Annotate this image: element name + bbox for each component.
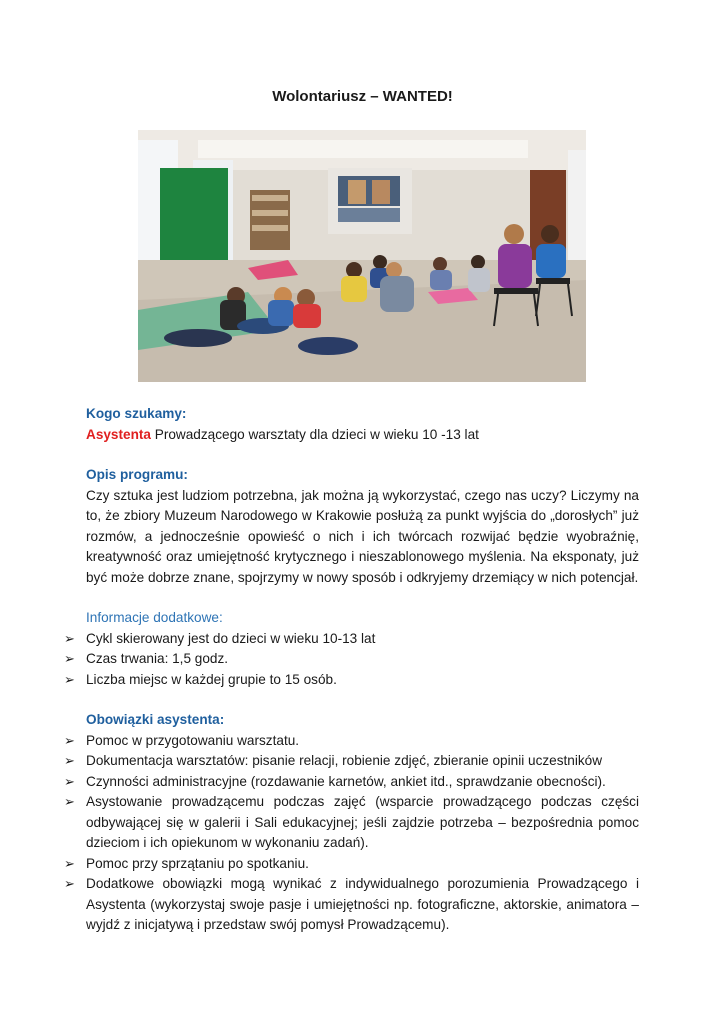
info-heading: Informacje dodatkowe: (86, 610, 223, 625)
info-list (64, 629, 639, 691)
list-item: ➢ Liczba miejsc w każdej grupie to 15 osób. (86, 670, 639, 691)
page-title: Wolontariusz – WANTED! (272, 88, 453, 105)
arrow-bullet-icon: ➢ (64, 630, 75, 646)
arrow-bullet-icon: ➢ (64, 671, 75, 687)
workshop-photo (138, 130, 586, 382)
who-rest: Prowadzącego warsztaty dla dzieci w wieku 10 -13 lat (150, 426, 479, 442)
arrow-bullet-icon: ➢ (64, 753, 75, 768)
arrow-bullet-icon: ➢ (64, 732, 75, 748)
arrow-bullet-icon: ➢ (64, 855, 75, 871)
duties-list (64, 731, 639, 936)
who-heading: Kogo szukamy: (86, 406, 187, 421)
program-heading: Opis programu: (86, 467, 188, 482)
who-highlight: Asystenta (86, 426, 151, 442)
document-body (64, 404, 639, 936)
arrow-bullet-icon: ➢ (64, 876, 75, 891)
list-item: ➢ Pomoc w przygotowaniu warsztatu. (86, 731, 639, 752)
duties-heading: Obowiązki asystenta: (86, 712, 225, 727)
list-item: ➢ Dokumentacja warsztatów: pisanie relacji, robienie zdjęć, zbieranie opinii uczestników (86, 751, 639, 772)
list-item: ➢ Asystowanie prowadzącemu podczas zajęć (wsparcie prowadzącego podczas części odbywającej się w galerii i Sali edukacyjnej; jeśli zajdzie potrzeba – bezpośrednia pomoc dzieciom i ich opiekunom w wykonaniu zadań). (64, 794, 639, 850)
arrow-bullet-icon: ➢ (64, 651, 75, 666)
list-item: ➢ Pomoc przy sprzątaniu po spotkaniu. (86, 854, 639, 875)
who-text (86, 425, 639, 446)
list-item: ➢ Czynności administracyjne (rozdawanie karnetów, ankiet itd., sprawdzanie obecności). (86, 772, 639, 793)
list-item: ➢ Dodatkowe obowiązki mogą wynikać z indywidualnego porozumienia Prowadzącego i Asystenta (wykorzystaj swoje pasje i umiejętności np. fotograficzne, aktorskie, animatora – wyjdź z inicjatywą i przedstaw swój pomysł Prowadzącemu). (64, 876, 639, 932)
list-item: ➢ Czas trwania: 1,5 godz. (86, 649, 639, 670)
list-item: ➢ Cykl skierowany jest do dzieci w wieku 10-13 lat (86, 629, 639, 650)
arrow-bullet-icon: ➢ (64, 794, 75, 809)
program-text: Czy sztuka jest ludziom potrzebna, jak można ją wykorzystać, czego nas uczy? Liczymy na to, że zbiory Muzeum Narodowego w Krakowie posłużą za punkt wyjścia do „dorosłych” już rozmów, a jednocześnie opowieść o nich i ich twórcach rozwijać będzie wyobraźnię, kreatywność oraz umiejętność krytycznego i nieszablonowego myślenia. Na eksponaty, już być może dobrze znane, spojrzymy w nowy sposób i odkryjemy drzemiący w nich potencjał. (86, 487, 639, 585)
arrow-bullet-icon: ➢ (64, 773, 75, 789)
